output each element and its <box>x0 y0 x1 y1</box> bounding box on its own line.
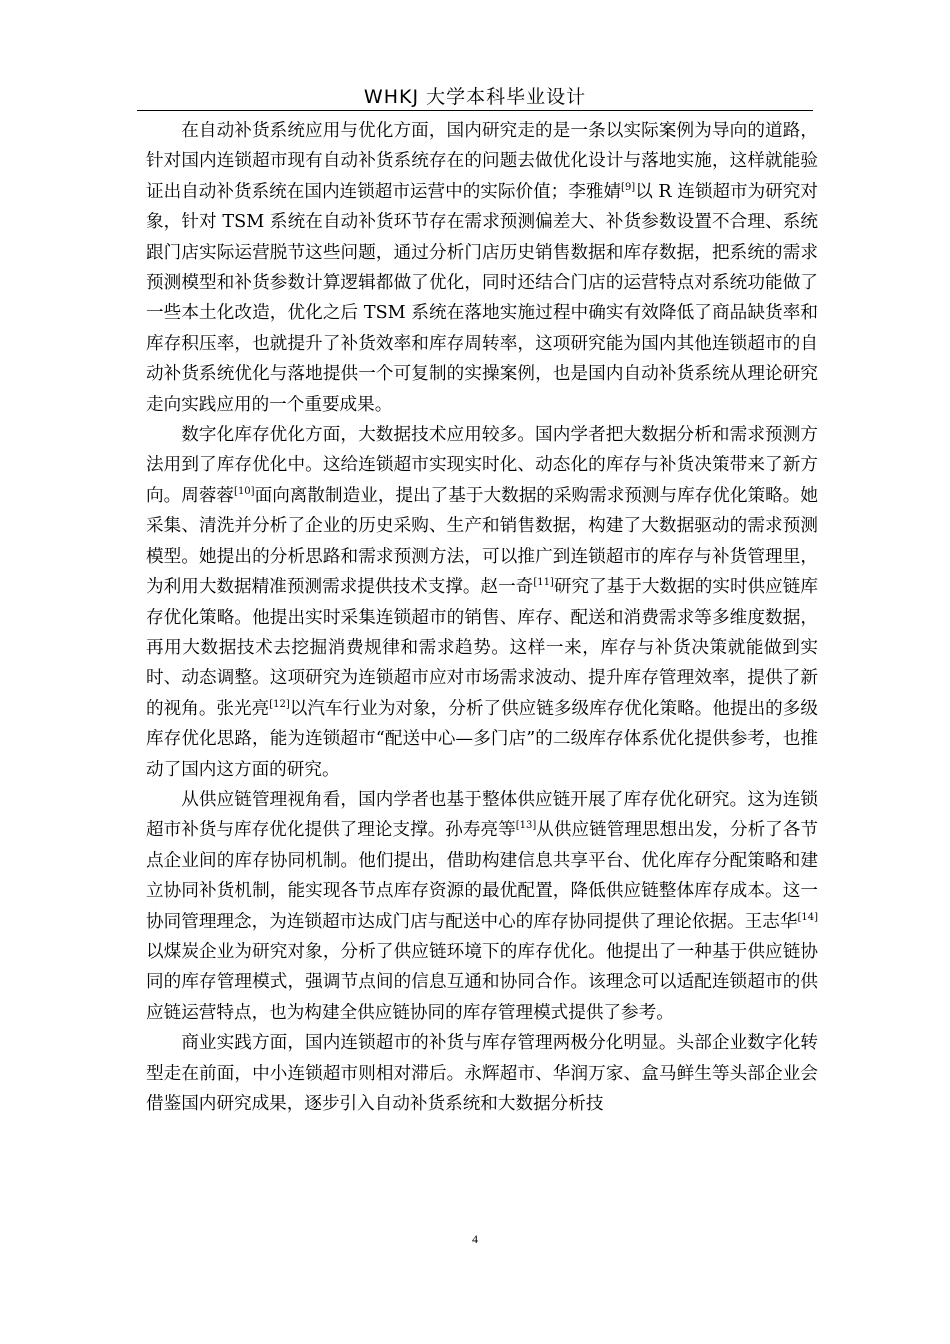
paragraph-text: 面向离散制造业，提出了基于大数据的采购需求预测与库存优化策略。她采集、清洗并分析了企业的历史采购、生产和销售数据，构建了大数据驱动的需求预测模型。她提出的分析思路和需求预测方法，可以推广到连锁超市的库存与补货管理里，为利用大数据精准预测需求提供技术支撑。赵一奇 <box>146 485 818 598</box>
citation-ref: [9] <box>621 181 636 193</box>
citation-ref: [13] <box>515 820 537 832</box>
page-header-title: WHKJ 大学本科毕业设计 <box>363 86 587 108</box>
body-text <box>146 116 818 1119</box>
paragraph <box>146 420 818 785</box>
header-divider <box>137 110 813 111</box>
paragraph <box>146 116 818 420</box>
paragraph-text: 在自动补货系统应用与优化方面，国内研究走的是一条以实际案例为导向的道路，针对国内连锁超市现有自动补货系统存在的问题去做优化设计与落地实施，这样就能验证出自动补货系统在国内连锁超市运营中的实际价值；李雅婧 <box>146 121 818 202</box>
paragraph-text: 从供应链管理视角看，国内学者也基于整体供应链开展了库存优化研究。这为连锁超市补货与库存优化提供了理论支撑。孙寿亮等 <box>146 789 818 841</box>
citation-ref: [14] <box>797 911 818 923</box>
paragraph <box>146 785 818 1028</box>
paragraph-text: 以汽车行业为对象，分析了供应链多级库存优化策略。他提出的多级库存优化思路，能为连锁超市“配送中心—多门店”的二级库存体系优化提供参考，也推动了国内这方面的研究。 <box>146 698 818 780</box>
citation-ref: [10] <box>234 485 255 497</box>
paragraph <box>146 1028 818 1119</box>
page-number: 4 <box>472 1232 478 1246</box>
paragraph-text: 以 R 连锁超市为研究对象，针对 TSM 系统在自动补货环节存在需求预测偏差大、补货参数设置不合理、系统跟门店实际运营脱节这些问题，通过分析门店历史销售数据和库存数据，把系统的需求预测模型和补货参数计算逻辑都做了优化，同时还结合门店的运营特点对系统功能做了一些本土化改造，优化之后 TSM 系统在落地实施过程中确实有效降低了商品缺货率和库存积压率，也就提升了补货效率和库存周转率，这项研究能为国内其他连锁超市的自动补货系统优化与落地提供一个可复制的实操案例，也是国内自动补货系统从理论研究走向实践应用的一个重要成果。 <box>146 181 818 415</box>
paragraph-text: 研究了基于大数据的实时供应链库存优化策略。他提出实时采集连锁超市的销售、库存、配送和消费需求等多维度数据，再用大数据技术去挖掘消费规律和需求趋势。这样一来，库存与补货决策就能做到实时、动态调整。这项研究为连锁超市应对市场需求波动、提升库存管理效率，提供了新的视角。张光亮 <box>146 577 818 719</box>
paragraph-text: 商业实践方面，国内连锁超市的补货与库存管理两极分化明显。头部企业数字化转型走在前面，中小连锁超市则相对滞后。永辉超市、华润万家、盒马鲜生等头部企业会借鉴国内研究成果，逐步引入自动补货系统和大数据分析技 <box>146 1033 818 1114</box>
paragraph-text: 以煤炭企业为研究对象，分析了供应链环境下的库存优化。他提出了一种基于供应链协同的库存管理模式，强调节点间的信息互通和协同合作。该理念可以适配连锁超市的供应链运营特点，也为构建全供应链协同的库存管理模式提供了参考。 <box>146 941 818 1023</box>
citation-ref: [12] <box>269 698 290 710</box>
citation-ref: [11] <box>533 577 554 589</box>
paragraph-text: 数字化库存优化方面，大数据技术应用较多。国内学者把大数据分析和需求预测方法用到了库存优化中。这给连锁超市实现实时化、动态化的库存与补货决策带来了新方向。周蓉蓉 <box>146 425 818 506</box>
paragraph-text: 从供应链管理思想出发，分析了各节点企业间的库存协同机制。他们提出，借助构建信息共享平台、优化库存分配策略和建立协同补货机制，能实现各节点库存资源的最优配置，降低供应链整体库存成本。这一协同管理理念，为连锁超市达成门店与配送中心的库存协同提供了理论依据。王志华 <box>146 820 818 932</box>
